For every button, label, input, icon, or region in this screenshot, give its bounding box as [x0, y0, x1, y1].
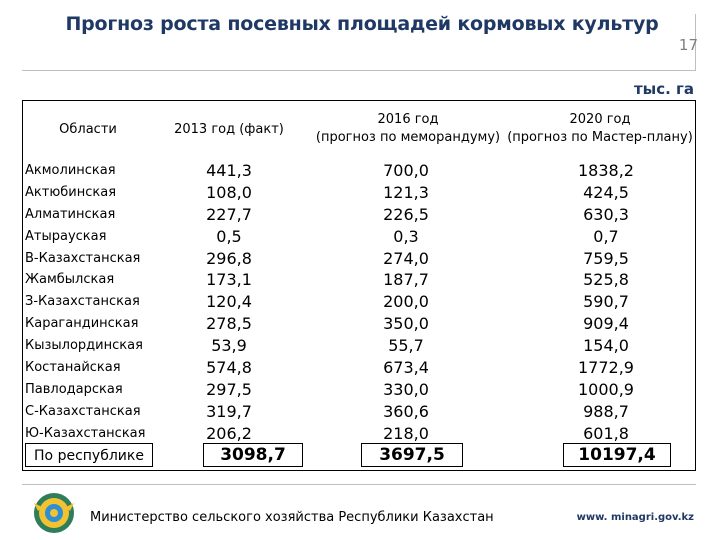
- table-row: [23, 182, 695, 204]
- footer-divider: [22, 484, 696, 485]
- table-body: [23, 160, 695, 445]
- header-2020-year: 2020 год: [569, 112, 631, 127]
- value-2016-cell: 274,0: [383, 248, 429, 268]
- header-2016-note: (прогноз по меморандуму): [315, 130, 501, 145]
- header-2020: [503, 111, 697, 147]
- table-row: [23, 313, 695, 335]
- value-2020-cell: 630,3: [583, 204, 629, 224]
- page-title: Прогноз роста посевных площадей кормовых культур: [65, 13, 659, 35]
- table-header: [23, 101, 695, 157]
- value-2016-cell: 700,0: [383, 161, 429, 180]
- region-cell: Павлодарская: [25, 381, 123, 397]
- value-2013-cell: 278,5: [206, 314, 252, 334]
- value-2020-cell: 1772,9: [578, 358, 634, 378]
- value-2020-cell: 988,7: [583, 401, 629, 421]
- value-2013-cell: 296,8: [206, 248, 252, 268]
- ministry-name: Министерство сельского хозяйства Республики Казахстан: [90, 510, 494, 525]
- value-2013-cell: 173,1: [206, 270, 252, 290]
- total-label: По республике: [25, 443, 153, 467]
- region-cell: Костанайская: [25, 360, 121, 376]
- region-cell: Жамбылская: [25, 272, 115, 288]
- value-2013-cell: 297,5: [206, 379, 252, 399]
- value-2013-cell: 0,5: [216, 226, 242, 246]
- total-row: [23, 443, 695, 469]
- value-2020-cell: 525,8: [583, 270, 629, 290]
- total-2020: 10197,4: [563, 443, 671, 467]
- table-row: [23, 226, 695, 248]
- region-cell: З-Казахстанская: [25, 294, 140, 310]
- value-2020-cell: 759,5: [583, 248, 629, 268]
- table-row: [23, 335, 695, 357]
- value-2013-cell: 206,2: [206, 423, 252, 443]
- region-cell: В-Казахстанская: [25, 250, 141, 266]
- total-2013: 3098,7: [203, 443, 303, 467]
- table-row: [23, 248, 695, 270]
- value-2013-cell: 108,0: [206, 182, 252, 202]
- value-2016-cell: 330,0: [383, 379, 429, 399]
- page-number: 17: [678, 36, 698, 54]
- table-row: [23, 204, 695, 226]
- value-2013-cell: 120,4: [206, 292, 252, 312]
- region-cell: Ю-Казахстанская: [25, 425, 146, 441]
- value-2020-cell: 0,7: [593, 226, 619, 246]
- value-2016-cell: 187,7: [383, 270, 429, 290]
- value-2016-cell: 226,5: [383, 204, 429, 224]
- value-2016-cell: 360,6: [383, 401, 429, 421]
- header-divider-horizontal: [22, 70, 696, 71]
- header-2013: 2013 год (факт): [174, 122, 284, 137]
- region-cell: Карагандинская: [25, 316, 139, 332]
- value-2016-cell: 673,4: [383, 358, 429, 378]
- table-row: [23, 423, 695, 445]
- value-2020-cell: 909,4: [583, 314, 629, 334]
- value-2013-cell: 441,3: [206, 161, 252, 180]
- value-2013-cell: 53,9: [211, 336, 247, 356]
- value-2016-cell: 350,0: [383, 314, 429, 334]
- value-2020-cell: 154,0: [583, 336, 629, 356]
- kazakhstan-emblem-icon: [32, 491, 76, 535]
- table-row: [23, 160, 695, 182]
- table-row: [23, 357, 695, 379]
- value-2020-cell: 601,8: [583, 423, 629, 443]
- value-2016-cell: 218,0: [383, 423, 429, 443]
- value-2016-cell: 0,3: [393, 226, 419, 246]
- value-2020-cell: 424,5: [583, 182, 629, 202]
- value-2013-cell: 227,7: [206, 204, 252, 224]
- value-2016-cell: 121,3: [383, 182, 429, 202]
- region-cell: Алматинская: [25, 206, 116, 222]
- table-row: [23, 401, 695, 423]
- value-2020-cell: 1000,9: [578, 379, 634, 399]
- header-2016: [308, 111, 508, 147]
- value-2013-cell: 319,7: [206, 401, 252, 421]
- region-cell: Актюбинская: [25, 184, 117, 200]
- value-2020-cell: 590,7: [583, 292, 629, 312]
- website-link[interactable]: www. minagri.gov.kz: [576, 512, 694, 523]
- value-2013-cell: 574,8: [206, 358, 252, 378]
- region-cell: Атырауская: [25, 228, 107, 244]
- header-region: Области: [59, 122, 117, 137]
- value-2020-cell: 1838,2: [578, 161, 634, 180]
- total-2016: 3697,5: [361, 443, 463, 467]
- table-row: [23, 379, 695, 401]
- value-2016-cell: 55,7: [388, 336, 424, 356]
- unit-label: тыс. га: [633, 80, 694, 98]
- table-row: [23, 269, 695, 291]
- forecast-table: [22, 100, 696, 471]
- header-2020-note: (прогноз по Мастер-плану): [507, 130, 693, 145]
- region-cell: Акмолинская: [25, 163, 116, 178]
- region-cell: С-Казахстанская: [25, 403, 141, 419]
- region-cell: Кызылординская: [25, 338, 143, 354]
- header-2016-year: 2016 год: [377, 112, 439, 127]
- value-2016-cell: 200,0: [383, 292, 429, 312]
- table-row: [23, 291, 695, 313]
